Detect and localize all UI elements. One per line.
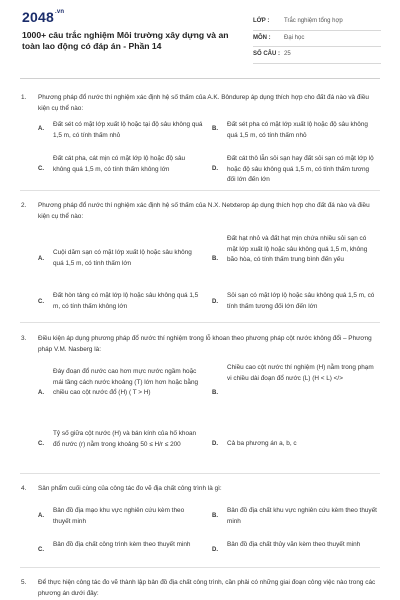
question-text: Sản phẩm cuối cùng của công tác đo vẽ địa chất công trình là gì: bbox=[38, 485, 222, 492]
option-text: Đất cát thô lẫn sỏi sạn hay đất sỏi sạn có mặt lớp lộ hoặc độ sâu không quá 1,5 m, có tính thấm tương đối lớn đến lớn bbox=[227, 155, 374, 184]
option-text: Cuội dăm sạn có mặt lớp xuất lộ hoặc sâu không quá 1,5 m, có tính thấm lớn bbox=[53, 249, 192, 267]
question-divider bbox=[20, 567, 380, 568]
option-text: Đất hạt nhỏ và đất hạt mịn chứa nhiều sỏi sạn có mặt lớp xuất lộ hoặc sâu không quá 1,5 m, không bão hòa, có tính thấm trung bình đến yếu bbox=[227, 235, 368, 264]
meta-value: 25 bbox=[284, 51, 291, 57]
meta-row-class bbox=[253, 14, 381, 31]
meta-row-subject bbox=[253, 31, 381, 48]
option-text: Đất sét có mặt lớp xuất lộ hoặc tại độ sâu không quá 1,5 m, có tính thấm nhỏ bbox=[53, 121, 203, 139]
option-label: D. bbox=[212, 166, 218, 172]
question-divider bbox=[20, 473, 380, 474]
meta-key: MÔN : bbox=[253, 34, 271, 41]
option-text: Bản đồ địa chất khu vực nghiên cứu kèm theo thuyết minh bbox=[227, 507, 377, 525]
option-label: A. bbox=[38, 256, 44, 262]
site-logo[interactable] bbox=[22, 9, 64, 25]
question-number: 3. bbox=[21, 335, 27, 342]
option-label: B. bbox=[212, 513, 218, 519]
question-number: 1. bbox=[21, 94, 27, 101]
option-label: C. bbox=[38, 166, 44, 172]
meta-value: Trắc nghiệm tổng hợp bbox=[284, 18, 343, 24]
option-text: Đất hòn tảng có mặt lớp lộ hoặc sâu không quá 1,5 m, có tính thấm không lớn bbox=[53, 292, 199, 310]
option-text: Bản đồ địa chất thủy văn kèm theo thuyết minh bbox=[227, 541, 361, 548]
option-text: Đáy đoạn đổ nước cao hơn mực nước ngầm hoặc mái tầng cách nước khoảng (T) lớn hơn hoặc bằng chiều cao cột nước đổ (H) ( T > H) bbox=[53, 368, 199, 397]
option-label: D. bbox=[212, 441, 218, 447]
option-label: A. bbox=[38, 390, 44, 396]
question-divider bbox=[20, 322, 380, 323]
option-text: Sỏi sạn có mặt lớp lộ hoặc sâu không quá 1,5 m, có tính thấm tương đối lớn đến lớn bbox=[227, 292, 375, 310]
option-label: C. bbox=[38, 547, 44, 553]
question-text: Phương pháp đổ nước thí nghiệm xác định hệ số thấm của A.K. Bôndurep áp dụng thích hợp cho đất đá nào và điều kiện cụ thể nào: bbox=[38, 94, 369, 112]
option-text: Bản đồ địa mạo khu vực nghiên cứu kèm theo thuyết minh bbox=[53, 507, 185, 525]
meta-value: Đại học bbox=[284, 34, 305, 41]
option-label: D. bbox=[212, 547, 218, 553]
meta-key: LỚP : bbox=[253, 18, 270, 24]
option-label: B. bbox=[212, 390, 218, 396]
question-divider bbox=[20, 190, 380, 191]
option-label: C. bbox=[38, 441, 44, 447]
header-divider bbox=[20, 78, 380, 79]
question-text: Phương pháp đổ nước thí nghiệm xác định hệ số thấm của N.X. Netxterop áp dụng thích hợp cho đất đá nào và điều kiện cụ thể nào: bbox=[38, 202, 370, 220]
option-text: Đất sét pha có mặt lớp xuất lộ hoặc độ sâu không quá 1,5 m, có tính thấm nhỏ bbox=[227, 121, 368, 139]
meta-row-count bbox=[253, 47, 381, 64]
option-label: B. bbox=[212, 126, 218, 132]
option-label: B. bbox=[212, 256, 218, 262]
question-text: Để thực hiện công tác đo vẽ thành lập bản đồ địa chất công trình, cần phải có những giai đoạn công việc nào trong các phương án dưới đây: bbox=[38, 579, 376, 597]
question-text: Điều kiện áp dụng phương pháp đổ nước thí nghiệm trong lỗ khoan theo phương pháp cột nước không đổi – Phương pháp V.M. Nasberg là: bbox=[38, 335, 372, 353]
option-label: C. bbox=[38, 299, 44, 305]
question-number: 2. bbox=[21, 202, 27, 209]
question-number: 5. bbox=[21, 579, 27, 586]
option-text: Tỷ số giữa cột nước (H) và bán kính của hố khoan đổ nước (r) nằm trong khoảng 50 ≤ H/r ≤ 200 bbox=[53, 430, 197, 448]
option-label: D. bbox=[212, 299, 218, 305]
option-label: A. bbox=[38, 513, 44, 519]
header bbox=[0, 0, 400, 65]
logo-text: 2048 bbox=[22, 9, 54, 25]
option-text: Đất cát pha, cát mịn có mặt lớp lộ hoặc độ sâu không quá 1,5 m, có tính thấm không lớn bbox=[53, 155, 186, 173]
document-title: 1000+ câu trắc nghiệm Môi trường xây dựng và an toàn lao động có đáp án - Phần 14 bbox=[22, 30, 229, 51]
logo-suffix: .vn bbox=[54, 9, 65, 15]
option-text: Bản đồ địa chất công trình kèm theo thuyết minh bbox=[53, 541, 191, 548]
option-text: Chiều cao cột nước thí nghiệm (H) nằm trong phạm vi chiều dài đoạn đổ nước (L) (H < L) </> bbox=[227, 364, 374, 382]
question-number: 4. bbox=[21, 485, 27, 492]
meta-key: SỐ CÂU : bbox=[253, 51, 280, 57]
option-label: A. bbox=[38, 126, 44, 132]
meta-table bbox=[253, 14, 381, 64]
option-text: Cả ba phương án a, b, c bbox=[227, 440, 297, 447]
